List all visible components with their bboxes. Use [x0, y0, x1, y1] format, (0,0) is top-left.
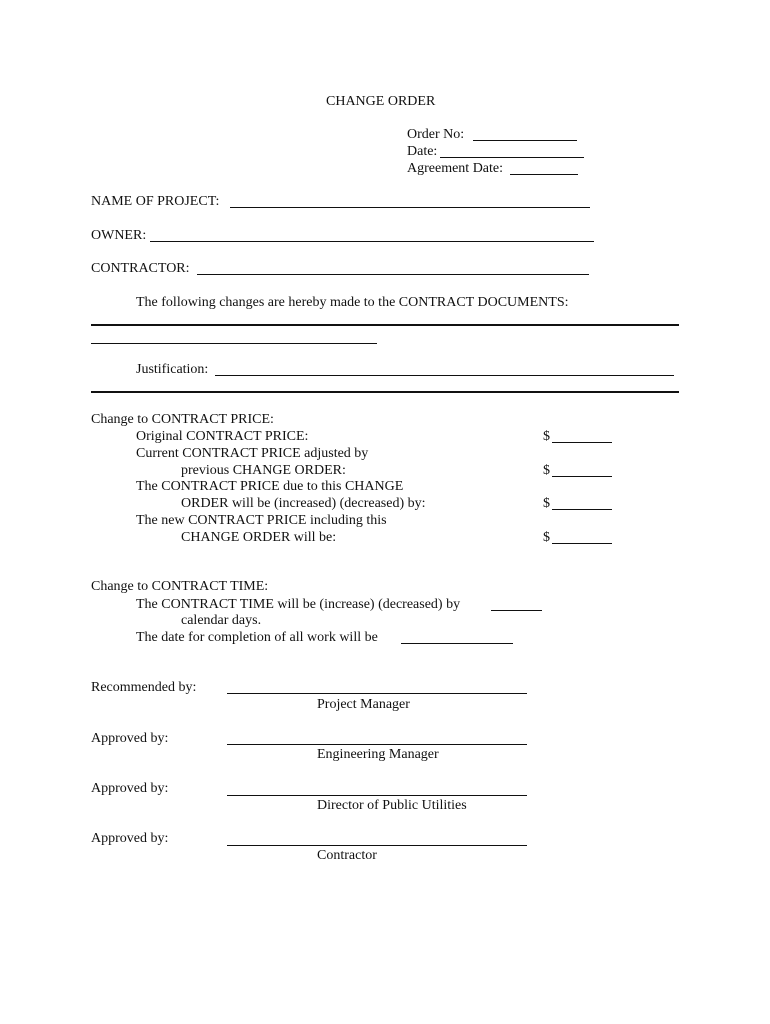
signature-label: Approved by:	[91, 731, 169, 746]
contract-time-heading: Change to CONTRACT TIME:	[91, 579, 269, 594]
new-price-label-2: CHANGE ORDER will be:	[181, 530, 337, 545]
contract-time-line-1: The CONTRACT TIME will be (increase) (decreased) by	[136, 597, 461, 612]
justification-label: Justification:	[136, 362, 209, 377]
new-price-dollar: $	[543, 530, 550, 545]
order-no-field[interactable]	[473, 140, 577, 141]
completion-date-field[interactable]	[401, 643, 513, 644]
agreement-date-label: Agreement Date:	[407, 161, 504, 176]
current-price-label-2: previous CHANGE ORDER:	[181, 463, 346, 478]
contract-time-line-2: calendar days.	[181, 613, 262, 628]
justification-field-line-2[interactable]	[91, 391, 679, 393]
owner-label: OWNER:	[91, 228, 147, 243]
signature-line-contractor[interactable]	[227, 845, 527, 846]
signature-label: Recommended by:	[91, 680, 197, 695]
current-price-dollar: $	[543, 463, 550, 478]
agreement-date-field[interactable]	[510, 174, 578, 175]
price-due-field[interactable]	[552, 509, 612, 510]
current-price-label-1: Current CONTRACT PRICE adjusted by	[136, 446, 369, 461]
project-name-label: NAME OF PROJECT:	[91, 194, 220, 209]
signature-role: Contractor	[317, 848, 377, 863]
document-title: CHANGE ORDER	[326, 94, 436, 109]
signature-line-director[interactable]	[227, 795, 527, 796]
original-price-label: Original CONTRACT PRICE:	[136, 429, 309, 444]
new-price-label-1: The new CONTRACT PRICE including this	[136, 513, 387, 528]
contractor-field[interactable]	[197, 274, 589, 275]
signature-role: Project Manager	[317, 697, 410, 712]
original-price-dollar: $	[543, 429, 550, 444]
contract-time-days-field[interactable]	[491, 610, 542, 611]
owner-field[interactable]	[150, 241, 594, 242]
price-due-label-2: ORDER will be (increased) (decreased) by:	[181, 496, 426, 511]
contractor-label: CONTRACTOR:	[91, 261, 190, 276]
signature-label: Approved by:	[91, 831, 169, 846]
changes-intro: The following changes are hereby made to the CONTRACT DOCUMENTS:	[136, 295, 569, 310]
changes-field-line-2[interactable]	[91, 343, 377, 344]
date-field[interactable]	[440, 157, 584, 158]
order-no-label: Order No:	[407, 127, 465, 142]
date-label: Date:	[407, 144, 438, 159]
contract-price-heading: Change to CONTRACT PRICE:	[91, 412, 274, 427]
signature-role: Director of Public Utilities	[317, 798, 467, 813]
justification-field[interactable]	[215, 375, 674, 376]
changes-field-line-1[interactable]	[91, 324, 679, 326]
current-price-field[interactable]	[552, 476, 612, 477]
original-price-field[interactable]	[552, 442, 612, 443]
new-price-field[interactable]	[552, 543, 612, 544]
signature-role: Engineering Manager	[317, 747, 439, 762]
signature-label: Approved by:	[91, 781, 169, 796]
price-due-label-1: The CONTRACT PRICE due to this CHANGE	[136, 479, 404, 494]
price-due-dollar: $	[543, 496, 550, 511]
signature-line-engineering-manager[interactable]	[227, 744, 527, 745]
project-name-field[interactable]	[230, 207, 590, 208]
signature-line-project-manager[interactable]	[227, 693, 527, 694]
completion-date-label: The date for completion of all work will be	[136, 630, 378, 645]
